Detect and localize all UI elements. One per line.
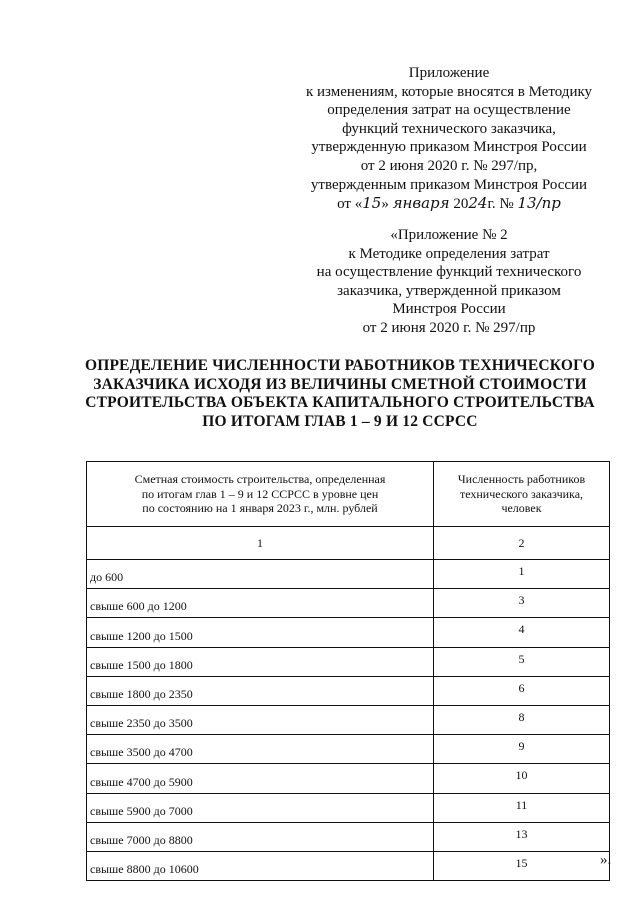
table-row bbox=[87, 793, 610, 822]
table-row bbox=[87, 764, 610, 793]
cost-range-cell: свыше 8800 до 10600 bbox=[87, 851, 434, 880]
appendix-line: к изменениям, которые вносятся в Методику bbox=[305, 83, 593, 100]
column-number-1: 1 bbox=[87, 527, 434, 560]
date-g: г. № bbox=[487, 196, 518, 213]
staff-count-cell: 15 bbox=[434, 851, 610, 880]
staff-count-cell: 10 bbox=[434, 764, 610, 793]
appendix2-line: на осуществление функций технического bbox=[316, 264, 582, 281]
cost-range-cell: свыше 5900 до 7000 bbox=[87, 793, 434, 822]
staff-count-cell: 11 bbox=[434, 793, 610, 822]
header-line: технического заказчика, bbox=[459, 486, 584, 501]
appendix-line: утвержденную приказом Минстроя России bbox=[311, 139, 587, 156]
closing-quote: ». bbox=[600, 852, 612, 868]
document-heading bbox=[60, 357, 620, 431]
cost-range-cell: свыше 4700 до 5900 bbox=[87, 764, 434, 793]
handwritten-order-number: 13/пр bbox=[517, 194, 561, 213]
appendix-line: функций технического заказчика, bbox=[342, 120, 556, 137]
cost-range-cell: свыше 600 до 1200 bbox=[87, 589, 434, 618]
staff-count-cell: 4 bbox=[434, 618, 610, 647]
appendix-line: определения затрат на осуществление bbox=[327, 102, 571, 119]
appendix-line: утвержденным приказом Минстроя России bbox=[310, 176, 588, 193]
handwritten-month: января bbox=[392, 194, 450, 213]
staff-count-cell: 13 bbox=[434, 822, 610, 851]
table-row bbox=[87, 851, 610, 880]
table-row bbox=[87, 735, 610, 764]
table-row bbox=[87, 676, 610, 705]
heading-line: СТРОИТЕЛЬСТВА ОБЪЕКТА КАПИТАЛЬНОГО СТРОИТЕЛЬСТВА bbox=[85, 394, 595, 412]
table-row bbox=[87, 647, 610, 676]
column-number-2: 2 bbox=[434, 527, 610, 560]
date-mid: » bbox=[381, 196, 393, 213]
cost-range-cell: свыше 2350 до 3500 bbox=[87, 705, 434, 734]
header-line: Численность работников bbox=[457, 472, 586, 487]
header-line: Сметная стоимость строительства, определенная bbox=[134, 472, 386, 487]
header-line: по состоянию на 1 января 2023 г., млн. рублей bbox=[142, 501, 378, 516]
appendix2-line: заказчика, утвержденной приказом bbox=[337, 282, 561, 299]
appendix2-line: от 2 июня 2020 г. № 297/пр bbox=[362, 319, 536, 336]
heading-line: ПО ИТОГАМ ГЛАВ 1 – 9 И 12 ССРСС bbox=[202, 412, 478, 430]
order-date-line bbox=[296, 194, 602, 214]
cost-range-cell: свыше 7000 до 8800 bbox=[87, 822, 434, 851]
cost-range-cell: свыше 1800 до 2350 bbox=[87, 676, 434, 705]
cost-range-cell: свыше 1200 до 1500 bbox=[87, 618, 434, 647]
table-row bbox=[87, 589, 610, 618]
column-number-row bbox=[87, 527, 610, 560]
table-header-row bbox=[87, 462, 610, 527]
table-row bbox=[87, 822, 610, 851]
header-line: по итогам глав 1 – 9 и 12 ССРСС в уровне цен bbox=[141, 486, 379, 501]
staff-count-cell: 9 bbox=[434, 735, 610, 764]
date-prefix: от « bbox=[337, 196, 363, 213]
staff-count-cell: 1 bbox=[434, 560, 610, 589]
staffing-table bbox=[86, 461, 610, 881]
handwritten-day: 15 bbox=[362, 194, 382, 213]
table-row bbox=[87, 560, 610, 589]
appendix2-line: к Методике определения затрат bbox=[348, 245, 550, 262]
appendix2-line: Минстроя России bbox=[392, 301, 506, 318]
header-cost-column bbox=[87, 462, 434, 527]
appendix-line: Приложение bbox=[408, 65, 490, 81]
staff-count-cell: 8 bbox=[434, 705, 610, 734]
heading-line: ОПРЕДЕЛЕНИЕ ЧИСЛЕННОСТИ РАБОТНИКОВ ТЕХНИЧЕСКОГО bbox=[84, 357, 596, 374]
staff-count-cell: 3 bbox=[434, 589, 610, 618]
cost-range-cell: свыше 3500 до 4700 bbox=[87, 735, 434, 764]
handwritten-year: 24 bbox=[468, 194, 488, 213]
appendix2-line: «Приложение № 2 bbox=[390, 227, 508, 243]
date-year-prefix: 20 bbox=[449, 196, 469, 213]
header-staff-column bbox=[434, 462, 610, 527]
cost-range-cell: свыше 1500 до 1800 bbox=[87, 647, 434, 676]
staff-count-cell: 6 bbox=[434, 676, 610, 705]
appendix-2-reference bbox=[296, 226, 602, 338]
appendix-line: от 2 июня 2020 г. № 297/пр, bbox=[360, 157, 538, 174]
table-row bbox=[87, 618, 610, 647]
amendment-appendix-reference bbox=[296, 64, 602, 214]
table-row bbox=[87, 705, 610, 734]
header-line: человек bbox=[501, 501, 542, 516]
cost-range-cell: до 600 bbox=[87, 560, 434, 589]
heading-line: ЗАКАЗЧИКА ИСХОДЯ ИЗ ВЕЛИЧИНЫ СМЕТНОЙ СТОИМОСТИ bbox=[93, 375, 587, 393]
staff-count-cell: 5 bbox=[434, 647, 610, 676]
